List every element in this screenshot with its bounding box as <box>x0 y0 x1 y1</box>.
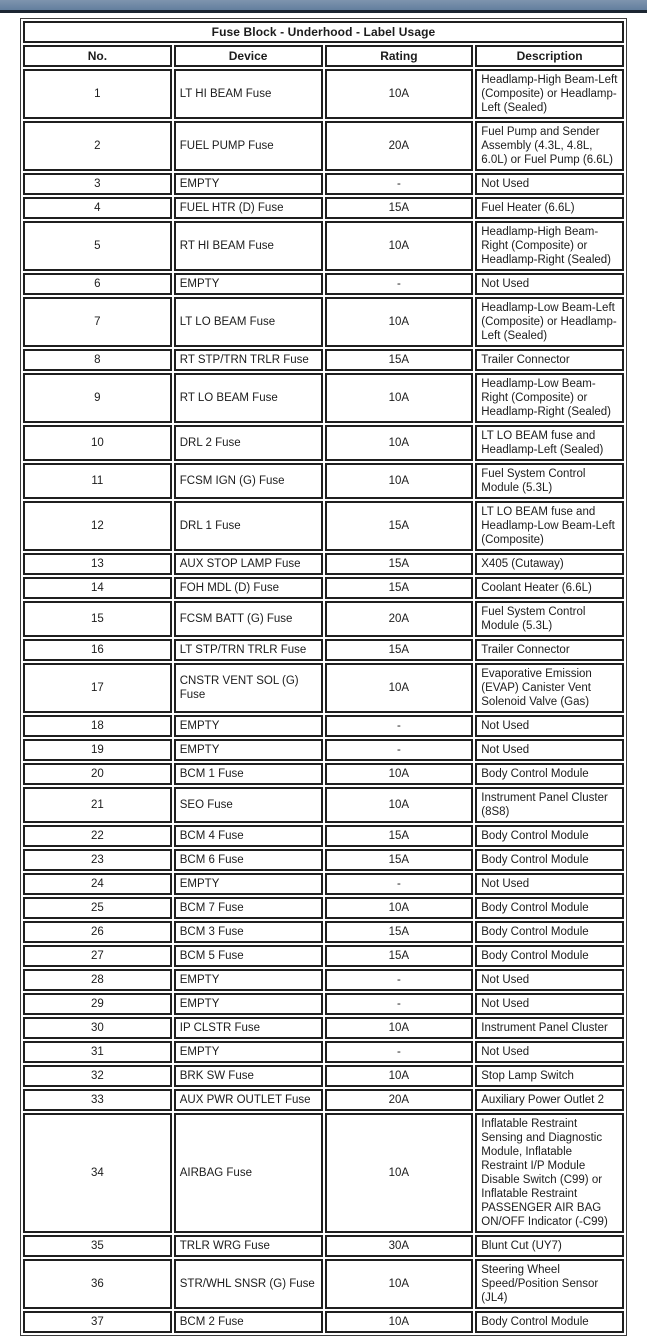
cell-device: FUEL PUMP Fuse <box>174 121 323 171</box>
cell-rating: 15A <box>325 349 474 371</box>
cell-no: 24 <box>23 873 172 895</box>
cell-device: BCM 7 Fuse <box>174 897 323 919</box>
cell-description: Instrument Panel Cluster (8S8) <box>475 787 624 823</box>
cell-description: Inflatable Restraint Sensing and Diagnostic Module, Inflatable Restraint I/P Module Disable Switch (C99) or Inflatable Restraint PASSENGER AIR BAG ON/OFF Indicator (-C99) <box>475 1113 624 1233</box>
cell-rating: 10A <box>325 787 474 823</box>
table-row <box>23 993 624 1015</box>
cell-description: LT LO BEAM fuse and Headlamp-Low Beam-Left (Composite) <box>475 501 624 551</box>
table-row <box>23 763 624 785</box>
cell-device: FOH MDL (D) Fuse <box>174 577 323 599</box>
cell-no: 12 <box>23 501 172 551</box>
cell-description: Fuel System Control Module (5.3L) <box>475 463 624 499</box>
cell-rating: 10A <box>325 1113 474 1233</box>
cell-rating: 10A <box>325 221 474 271</box>
cell-rating: - <box>325 715 474 737</box>
cell-no: 36 <box>23 1259 172 1309</box>
cell-no: 27 <box>23 945 172 967</box>
cell-description: Coolant Heater (6.6L) <box>475 577 624 599</box>
cell-device: SEO Fuse <box>174 787 323 823</box>
cell-no: 9 <box>23 373 172 423</box>
table-row <box>23 349 624 371</box>
cell-rating: 15A <box>325 849 474 871</box>
cell-description: Not Used <box>475 739 624 761</box>
cell-rating: 30A <box>325 1235 474 1257</box>
cell-no: 4 <box>23 197 172 219</box>
cell-no: 8 <box>23 349 172 371</box>
table-row <box>23 639 624 661</box>
cell-description: Auxiliary Power Outlet 2 <box>475 1089 624 1111</box>
table-row <box>23 553 624 575</box>
cell-description: Not Used <box>475 173 624 195</box>
cell-device: DRL 2 Fuse <box>174 425 323 461</box>
cell-description: Body Control Module <box>475 1311 624 1333</box>
fuse-block-table <box>20 18 627 1336</box>
cell-no: 18 <box>23 715 172 737</box>
cell-description: Evaporative Emission (EVAP) Canister Vent Solenoid Valve (Gas) <box>475 663 624 713</box>
cell-rating: - <box>325 993 474 1015</box>
cell-device: DRL 1 Fuse <box>174 501 323 551</box>
cell-no: 13 <box>23 553 172 575</box>
cell-description: Not Used <box>475 993 624 1015</box>
cell-rating: - <box>325 969 474 991</box>
cell-device: RT HI BEAM Fuse <box>174 221 323 271</box>
cell-rating: 20A <box>325 601 474 637</box>
cell-rating: 15A <box>325 921 474 943</box>
cell-device: AUX PWR OUTLET Fuse <box>174 1089 323 1111</box>
cell-description: Not Used <box>475 273 624 295</box>
cell-description: Not Used <box>475 873 624 895</box>
table-row <box>23 1089 624 1111</box>
cell-no: 20 <box>23 763 172 785</box>
cell-device: FUEL HTR (D) Fuse <box>174 197 323 219</box>
cell-description: X405 (Cutaway) <box>475 553 624 575</box>
table-row <box>23 463 624 499</box>
cell-no: 29 <box>23 993 172 1015</box>
column-header-description: Description <box>475 45 624 67</box>
cell-device: AUX STOP LAMP Fuse <box>174 553 323 575</box>
cell-device: EMPTY <box>174 993 323 1015</box>
cell-description: Fuel Heater (6.6L) <box>475 197 624 219</box>
cell-rating: 10A <box>325 1259 474 1309</box>
cell-description: Body Control Module <box>475 763 624 785</box>
cell-rating: 10A <box>325 463 474 499</box>
cell-description: Stop Lamp Switch <box>475 1065 624 1087</box>
cell-rating: 10A <box>325 897 474 919</box>
table-row <box>23 921 624 943</box>
cell-no: 10 <box>23 425 172 461</box>
cell-no: 22 <box>23 825 172 847</box>
cell-device: BCM 5 Fuse <box>174 945 323 967</box>
table-row <box>23 825 624 847</box>
table-row <box>23 849 624 871</box>
cell-description: Steering Wheel Speed/Position Sensor (JL4) <box>475 1259 624 1309</box>
table-row <box>23 373 624 423</box>
table-header-row <box>23 45 624 67</box>
table-row <box>23 1017 624 1039</box>
cell-description: Not Used <box>475 969 624 991</box>
cell-no: 35 <box>23 1235 172 1257</box>
cell-rating: 20A <box>325 121 474 171</box>
cell-description: Fuel System Control Module (5.3L) <box>475 601 624 637</box>
cell-no: 25 <box>23 897 172 919</box>
cell-device: IP CLSTR Fuse <box>174 1017 323 1039</box>
cell-device: BCM 3 Fuse <box>174 921 323 943</box>
cell-rating: 15A <box>325 825 474 847</box>
cell-no: 14 <box>23 577 172 599</box>
cell-device: EMPTY <box>174 873 323 895</box>
cell-device: FCSM BATT (G) Fuse <box>174 601 323 637</box>
table-row <box>23 501 624 551</box>
cell-no: 1 <box>23 69 172 119</box>
cell-description: Body Control Module <box>475 849 624 871</box>
table-row <box>23 787 624 823</box>
cell-rating: 20A <box>325 1089 474 1111</box>
cell-device: EMPTY <box>174 715 323 737</box>
cell-no: 37 <box>23 1311 172 1333</box>
cell-device: LT STP/TRN TRLR Fuse <box>174 639 323 661</box>
cell-no: 5 <box>23 221 172 271</box>
cell-rating: 15A <box>325 197 474 219</box>
table-row <box>23 297 624 347</box>
cell-rating: - <box>325 173 474 195</box>
cell-rating: 10A <box>325 69 474 119</box>
cell-description: Blunt Cut (UY7) <box>475 1235 624 1257</box>
cell-description: Trailer Connector <box>475 349 624 371</box>
cell-no: 3 <box>23 173 172 195</box>
table-row <box>23 897 624 919</box>
table-row <box>23 663 624 713</box>
cell-no: 11 <box>23 463 172 499</box>
table-row <box>23 273 624 295</box>
cell-description: Not Used <box>475 715 624 737</box>
cell-rating: - <box>325 273 474 295</box>
cell-no: 16 <box>23 639 172 661</box>
cell-description: Headlamp-High Beam-Right (Composite) or Headlamp-Right (Sealed) <box>475 221 624 271</box>
cell-no: 33 <box>23 1089 172 1111</box>
cell-description: Headlamp-High Beam-Left (Composite) or Headlamp-Left (Sealed) <box>475 69 624 119</box>
cell-no: 26 <box>23 921 172 943</box>
cell-rating: 10A <box>325 1311 474 1333</box>
table-row <box>23 197 624 219</box>
cell-device: FCSM IGN (G) Fuse <box>174 463 323 499</box>
table-row <box>23 221 624 271</box>
table-row <box>23 577 624 599</box>
cell-rating: 10A <box>325 763 474 785</box>
column-header-device: Device <box>174 45 323 67</box>
cell-rating: 15A <box>325 553 474 575</box>
cell-device: TRLR WRG Fuse <box>174 1235 323 1257</box>
table-row <box>23 425 624 461</box>
cell-no: 17 <box>23 663 172 713</box>
table-title: Fuse Block - Underhood - Label Usage <box>23 21 624 43</box>
cell-no: 2 <box>23 121 172 171</box>
cell-rating: 15A <box>325 577 474 599</box>
cell-device: BRK SW Fuse <box>174 1065 323 1087</box>
table-row <box>23 1259 624 1309</box>
cell-no: 7 <box>23 297 172 347</box>
cell-description: Body Control Module <box>475 921 624 943</box>
table-row <box>23 945 624 967</box>
cell-no: 28 <box>23 969 172 991</box>
cell-device: EMPTY <box>174 173 323 195</box>
table-row <box>23 969 624 991</box>
cell-device: BCM 4 Fuse <box>174 825 323 847</box>
table-row <box>23 601 624 637</box>
cell-device: RT STP/TRN TRLR Fuse <box>174 349 323 371</box>
table-row <box>23 1113 624 1233</box>
table-row <box>23 173 624 195</box>
cell-device: LT HI BEAM Fuse <box>174 69 323 119</box>
cell-description: Trailer Connector <box>475 639 624 661</box>
cell-device: RT LO BEAM Fuse <box>174 373 323 423</box>
cell-description: Instrument Panel Cluster <box>475 1017 624 1039</box>
cell-device: STR/WHL SNSR (G) Fuse <box>174 1259 323 1309</box>
table-row <box>23 873 624 895</box>
cell-rating: - <box>325 1041 474 1063</box>
table-row <box>23 1041 624 1063</box>
cell-description: Body Control Module <box>475 945 624 967</box>
cell-device: LT LO BEAM Fuse <box>174 297 323 347</box>
cell-rating: 15A <box>325 945 474 967</box>
cell-rating: - <box>325 873 474 895</box>
table-row <box>23 1065 624 1087</box>
cell-rating: 10A <box>325 297 474 347</box>
cell-device: BCM 2 Fuse <box>174 1311 323 1333</box>
cell-device: BCM 1 Fuse <box>174 763 323 785</box>
cell-no: 34 <box>23 1113 172 1233</box>
cell-rating: 10A <box>325 373 474 423</box>
table-row <box>23 1311 624 1333</box>
cell-device: AIRBAG Fuse <box>174 1113 323 1233</box>
cell-description: Headlamp-Low Beam-Left (Composite) or Headlamp-Left (Sealed) <box>475 297 624 347</box>
table-row <box>23 1235 624 1257</box>
cell-no: 32 <box>23 1065 172 1087</box>
table-title-row <box>23 21 624 43</box>
cell-no: 21 <box>23 787 172 823</box>
cell-no: 23 <box>23 849 172 871</box>
cell-description: Headlamp-Low Beam-Right (Composite) or Headlamp-Right (Sealed) <box>475 373 624 423</box>
cell-description: Body Control Module <box>475 825 624 847</box>
table-row <box>23 739 624 761</box>
cell-device: EMPTY <box>174 969 323 991</box>
cell-description: LT LO BEAM fuse and Headlamp-Left (Sealed) <box>475 425 624 461</box>
cell-no: 19 <box>23 739 172 761</box>
cell-device: CNSTR VENT SOL (G) Fuse <box>174 663 323 713</box>
cell-rating: 15A <box>325 639 474 661</box>
column-header-no: No. <box>23 45 172 67</box>
cell-rating: 10A <box>325 663 474 713</box>
table-row <box>23 69 624 119</box>
cell-device: EMPTY <box>174 1041 323 1063</box>
cell-rating: 10A <box>325 425 474 461</box>
document-page <box>0 13 647 1336</box>
cell-rating: 15A <box>325 501 474 551</box>
cell-no: 6 <box>23 273 172 295</box>
fuse-table-body <box>23 69 624 1333</box>
cell-rating: - <box>325 739 474 761</box>
column-header-rating: Rating <box>325 45 474 67</box>
cell-device: EMPTY <box>174 273 323 295</box>
table-row <box>23 715 624 737</box>
cell-description: Not Used <box>475 1041 624 1063</box>
cell-no: 30 <box>23 1017 172 1039</box>
cell-device: BCM 6 Fuse <box>174 849 323 871</box>
cell-description: Body Control Module <box>475 897 624 919</box>
cell-rating: 10A <box>325 1017 474 1039</box>
cell-device: EMPTY <box>174 739 323 761</box>
table-row <box>23 121 624 171</box>
cell-no: 31 <box>23 1041 172 1063</box>
cell-rating: 10A <box>325 1065 474 1087</box>
page-top-banner <box>0 0 647 13</box>
cell-description: Fuel Pump and Sender Assembly (4.3L, 4.8L, 6.0L) or Fuel Pump (6.6L) <box>475 121 624 171</box>
cell-no: 15 <box>23 601 172 637</box>
